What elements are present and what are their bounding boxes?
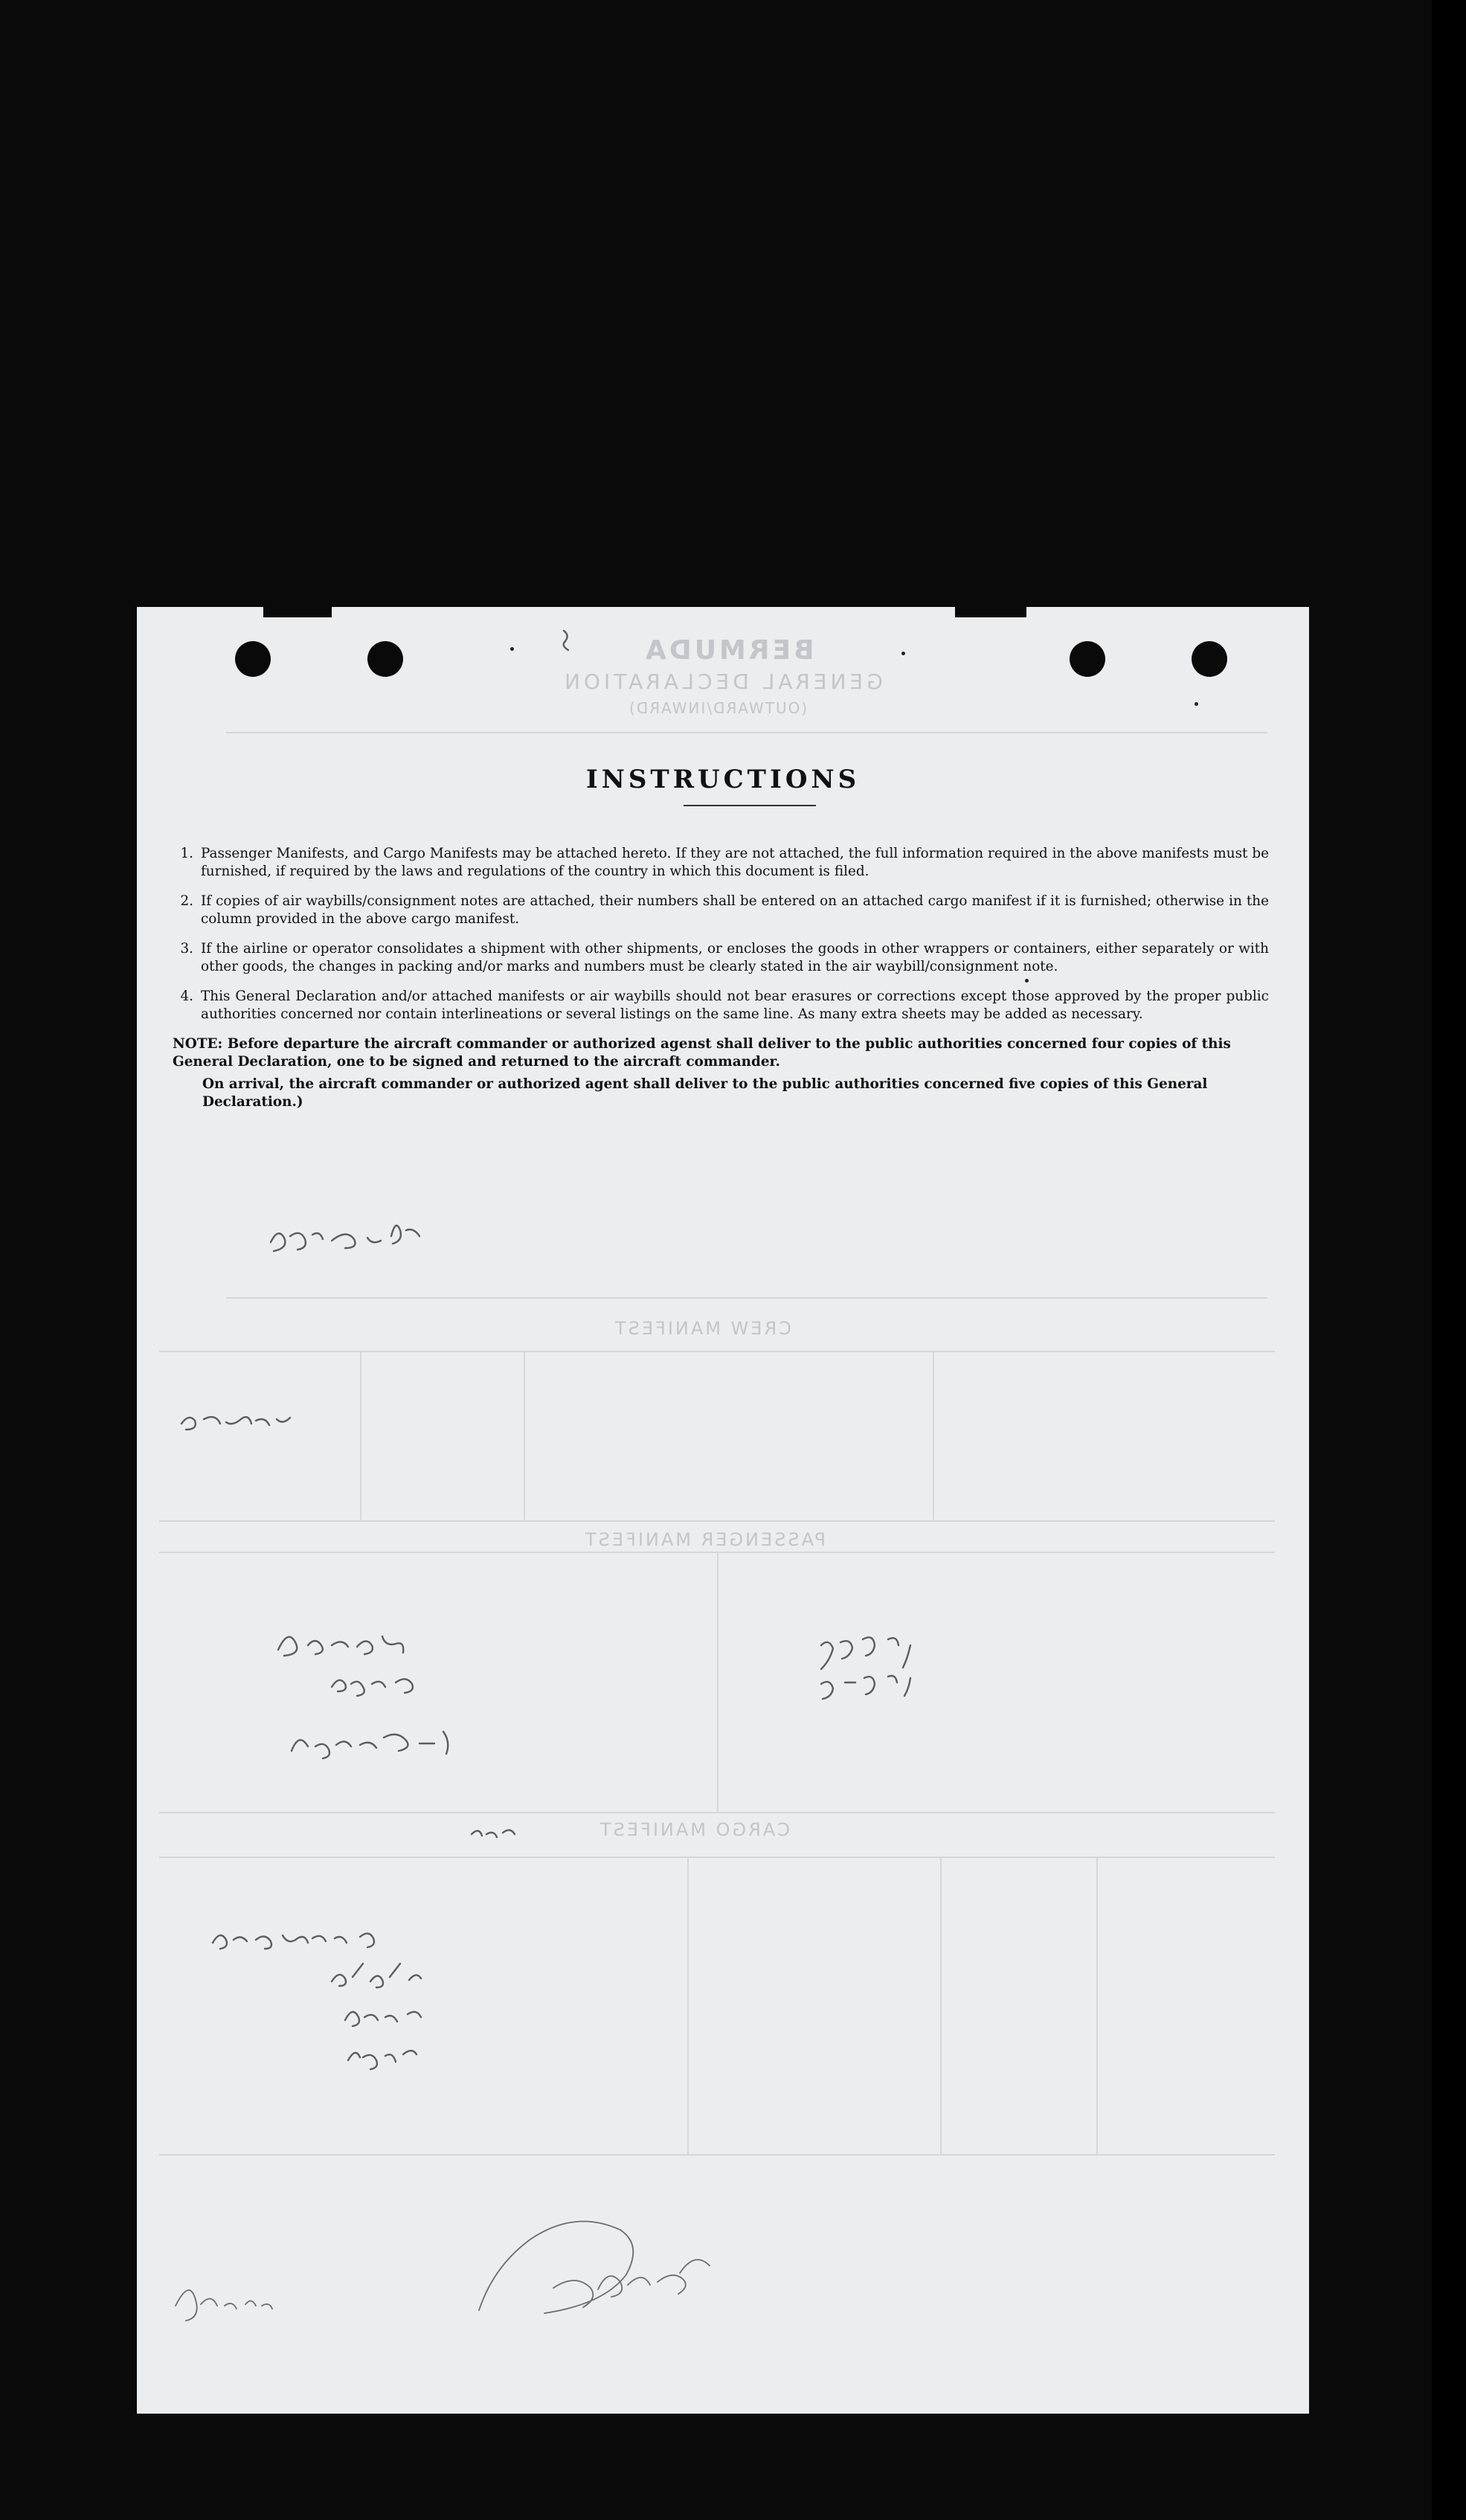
bleed-direction: (OUTWARD/INWARD) [628,699,808,717]
pencil-note [472,1830,515,1837]
instruction-text: If copies of air waybills/consignment notes are attached, their numbers shall be entered on an attached cargo manifest if it is furnished; otherwise in the column provided in the above cargo manifest. [201,893,1269,927]
form-sheet [137,607,1309,2414]
note-label: NOTE: [173,1036,223,1052]
note-arrival: On arrival, the aircraft commander or authorized agent shall deliver to the public authorities concerned five copies of this General Declaration.) [202,1076,1208,1110]
instruction-number: 4. [180,989,193,1004]
pencil-note [213,1933,374,1949]
pencil-mark [564,631,568,650]
pencil-annotations [137,607,1309,2414]
bleed-passenger-section: PASSENGER MANIFEST [583,1529,826,1550]
pencil-note [821,1637,910,1669]
instruction-text: This General Declaration and/or attached manifests or air waybills should not bear erasures or corrections except those approved by the proper public authorities concerned nor contain interlineations or several listings on the same line. As many extra sheets may be added as necessary. [201,989,1269,1022]
pencil-note [292,1732,448,1758]
ink-signature [479,2221,710,2313]
note-departure-text: Before departure the aircraft commander or authorized agenst shall deliver to the public authorities concerned four copies of this General Declaration, one to be signed and returned to the aircraft commander. [173,1036,1231,1070]
instruction-text: If the airline or operator consolidates a shipment with other shipments, or encloses the goods in other wrappers or containers, either separately or with other goods, the changes in packing and/or marks and numbers must be clearly stated in the air waybill/consignment note. [201,941,1269,974]
scanner-edge [1432,0,1466,2520]
bleed-form-name: GENERAL DECLARATION [561,669,883,694]
pencil-note [271,1233,381,1251]
pencil-note [332,1679,413,1696]
instruction-number: 2. [180,893,193,909]
pencil-note [821,1676,910,1699]
instruction-number: 1. [180,846,193,861]
pencil-note [332,1964,421,1987]
pencil-note [345,2012,421,2026]
bleed-crew-section: CREW MANIFEST [613,1318,791,1339]
pencil-note [278,1636,403,1656]
pencil-note [348,2051,417,2069]
instruction-number: 3. [180,941,193,957]
bleed-country: BERMUDA [643,635,814,666]
pencil-note [391,1226,419,1244]
bleed-cargo-section: CARGO MANIFEST [598,1819,790,1840]
instruction-text: Passenger Manifests, and Cargo Manifests may be attached hereto. If they are not attached, the full information required in the above manifests must be furnished, if required by the laws and regulations of the country in which this document is filed. [201,846,1269,879]
ink-signature [176,2290,272,2321]
pencil-note [181,1417,290,1430]
page-title: INSTRUCTIONS [585,765,861,794]
